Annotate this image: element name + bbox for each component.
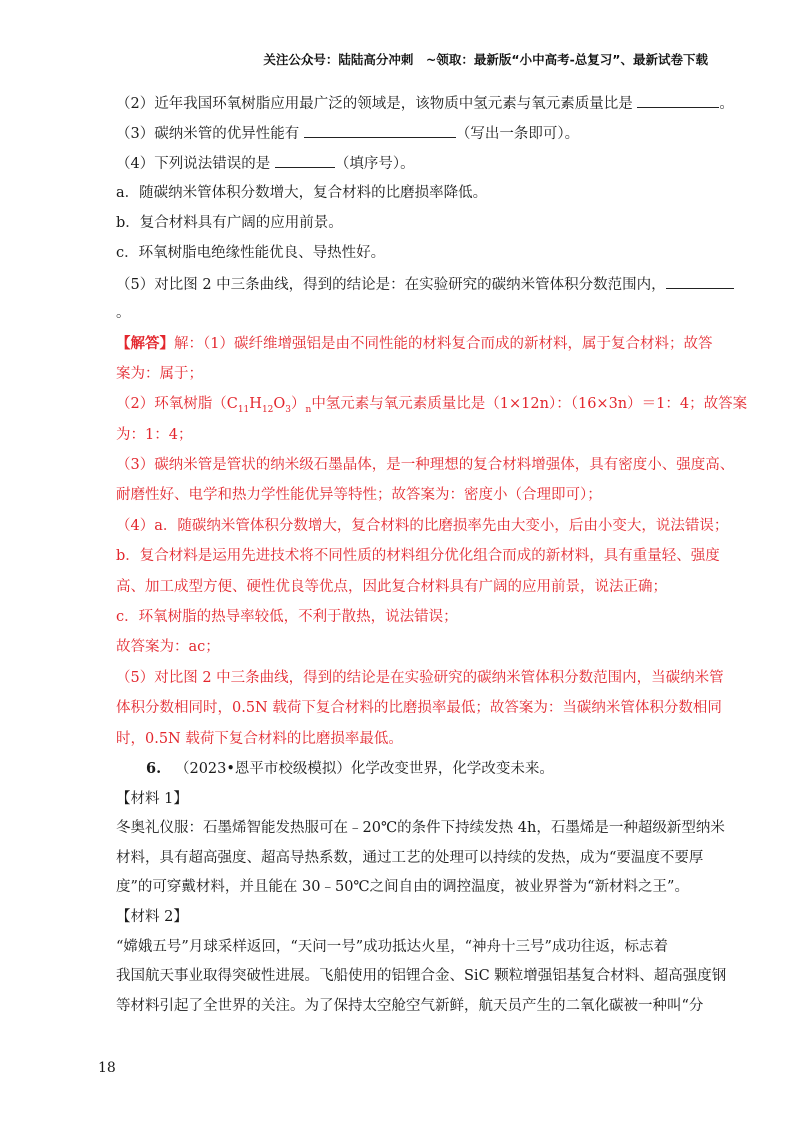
formula-sub: 12 bbox=[261, 405, 274, 416]
formula-part: ） bbox=[291, 396, 306, 413]
q2-end: 。 bbox=[719, 96, 734, 112]
answer-line-6: 耐磨性好、电学和热力学性能优异等特性；故答案为：密度小（合理即可）； bbox=[116, 487, 602, 504]
page-header: 关注公众号：陆陆高分冲刺 ~领取：最新版“小中高考-总复习”、最新试卷下载 bbox=[263, 52, 708, 67]
option-a: a．随碳纳米管体积分数增大，复合材料的比磨损率降低。 bbox=[116, 184, 488, 201]
answer-line-3 bbox=[116, 394, 770, 424]
material-1-line: 材料，具有超高强度、超高导热系数，通过工艺的处理可以持续的发热，成为“要温度不要厚 bbox=[116, 849, 704, 866]
answer-line-1 bbox=[116, 334, 770, 364]
answer-line-11: 故答案为：ac； bbox=[116, 639, 220, 656]
q5-end: 。 bbox=[116, 305, 131, 322]
formula-sub: n bbox=[305, 405, 312, 416]
answer-line-14: 时，0.5N 载荷下复合材料的比磨损率最低。 bbox=[116, 730, 403, 747]
q5-blank bbox=[666, 273, 734, 289]
answer-line-12: （5）对比图 2 中三条曲线，得到的结论是在实验研究的碳纳米管体积分数范围内，当碳纳米管 bbox=[116, 669, 724, 686]
material-1-line: 冬奥礼仪服：石墨烯智能发热服可在﹣20℃的条件下持续发热 4h，石墨烯是一种超级新型纳米 bbox=[116, 820, 725, 837]
question-4 bbox=[116, 152, 770, 182]
answer-line-10: c．环氧树脂的热导率较低，不利于散热，说法错误； bbox=[116, 609, 458, 626]
q2-blank bbox=[637, 92, 719, 108]
material-1-line: 度”的可穿戴材料，并且能在 30﹣50℃之间自由的调控温度，被业界誉为“新材料之王”。 bbox=[116, 879, 689, 896]
question-number: 6. bbox=[146, 759, 162, 777]
content bbox=[116, 92, 770, 1025]
answer-text: 中氢元素与氧元素质量比是（1×12n）：（16×3n）＝1：4；故答案 bbox=[311, 396, 748, 413]
answer-tag: 【解答】 bbox=[116, 334, 174, 352]
answer-line-4: 为：1：4； bbox=[116, 426, 193, 443]
material-2-line: “嫦娥五号”月球采样返回，“天问一号”成功抵达火星，“神舟十三号”成功往返，标志着 bbox=[116, 938, 668, 955]
answer-text: 解：（1）碳纤维增强铝是由不同性能的材料复合而成的新材料，属于复合材料；故答 bbox=[174, 335, 713, 352]
answer-line-13: 体积分数相同时，0.5N 载荷下复合材料的比磨损率最低；故答案为：当碳纳米管体积分数相同 bbox=[116, 700, 722, 717]
q4-end: （填序号）。 bbox=[334, 156, 415, 173]
q3-end: （写出一条即可）。 bbox=[455, 126, 580, 143]
q4-blank bbox=[275, 152, 335, 168]
material-2-line: 等材料引起了全世界的关注。为了保持太空舱空气新鲜，航天员产生的二氧化碳被一种叫“分 bbox=[116, 997, 704, 1014]
answer-line-7: （4）a．随碳纳米管体积分数增大，复合材料的比磨损率先由大变小，后由小变大，说法错误； bbox=[116, 517, 729, 534]
q4-text: （4）下列说法错误的是 bbox=[116, 156, 271, 173]
answer-line-5: （3）碳纳米管是管状的纳米级石墨晶体，是一种理想的复合材料增强体，具有密度小、强度高、 bbox=[116, 457, 735, 474]
question-2 bbox=[116, 92, 770, 122]
formula-sub: 11 bbox=[237, 405, 250, 416]
formula-part: O bbox=[273, 396, 286, 413]
material-1-title: 【材料 1】 bbox=[116, 790, 188, 807]
formula-sub: 3 bbox=[285, 405, 292, 416]
option-b: b．复合材料具有广阔的应用前景。 bbox=[116, 214, 343, 231]
option-c: c．环氧树脂电绝缘性能优良、导热性好。 bbox=[116, 244, 386, 261]
formula-part: （2）环氧树脂（C bbox=[116, 396, 238, 413]
q6-text: （2023•恩平市校级模拟）化学改变世界，化学改变未来。 bbox=[174, 760, 554, 777]
material-2-title: 【材料 2】 bbox=[116, 908, 188, 925]
page-number: 18 bbox=[98, 1060, 116, 1076]
q5-text: （5）对比图 2 中三条曲线，得到的结论是：在实验研究的碳纳米管体积分数范围内， bbox=[116, 277, 666, 294]
answer-line-8: b．复合材料是运用先进技术将不同性质的材料组分优化组合而成的新材料，具有重量轻、强度 bbox=[116, 548, 720, 565]
answer-line-9: 高、加工成型方便、硬性优良等优点，因此复合材料具有广阔的应用前景，说法正确； bbox=[116, 578, 667, 595]
material-2-line: 我国航天事业取得突破性进展。飞船使用的铝锂合金、SiC 颗粒增强铝基复合材料、超高强度钢 bbox=[116, 968, 727, 985]
q3-blank bbox=[304, 122, 456, 138]
formula-part: H bbox=[249, 396, 262, 413]
answer-line-2: 案为：属于； bbox=[116, 365, 203, 382]
q2-text: （2）近年我国环氧树脂应用最广泛的领域是，该物质中氢元素与氧元素质量比是 bbox=[116, 96, 633, 112]
question-5 bbox=[116, 273, 770, 303]
question-3 bbox=[116, 122, 770, 152]
question-6 bbox=[116, 759, 770, 789]
q3-text: （3）碳纳米管的优异性能有 bbox=[116, 126, 300, 143]
